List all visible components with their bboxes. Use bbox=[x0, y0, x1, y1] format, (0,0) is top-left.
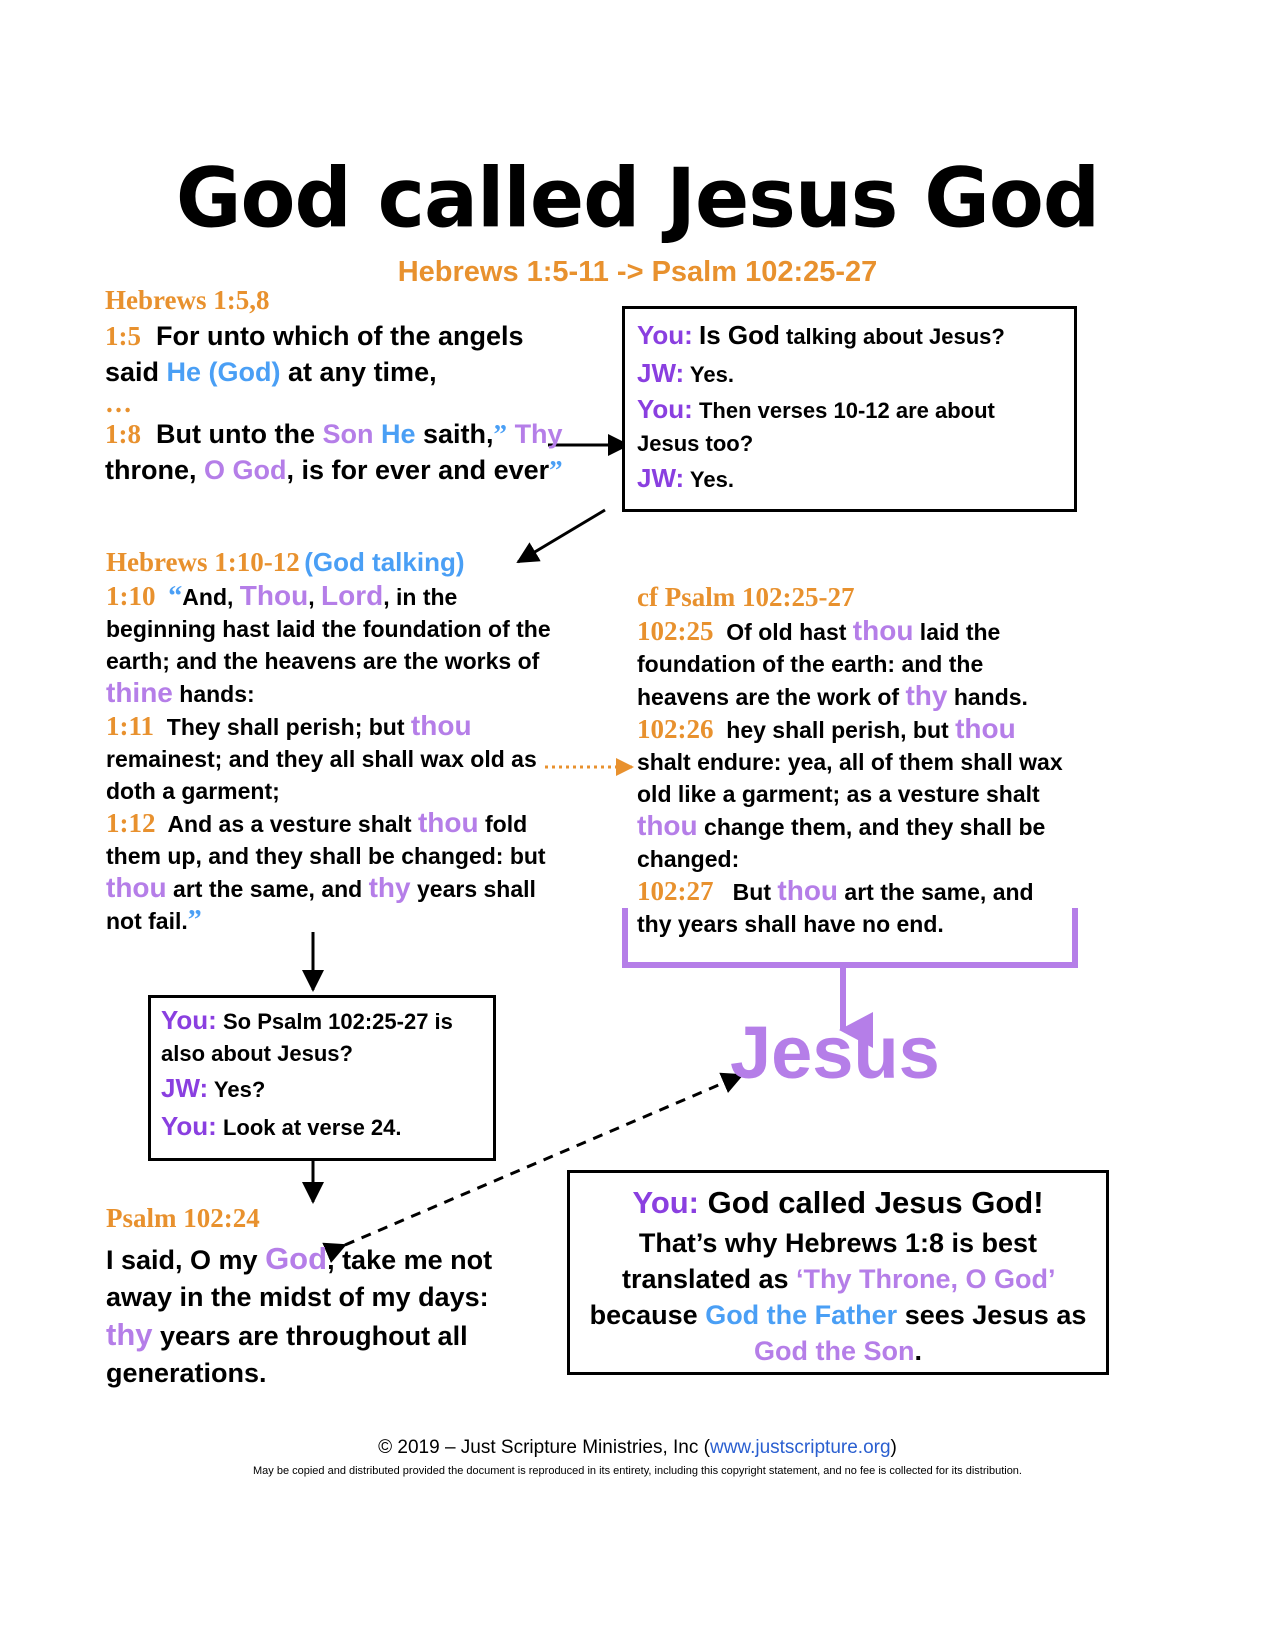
hebrews-1-10-12-section bbox=[106, 547, 566, 937]
psalm-102-24-section bbox=[106, 1203, 526, 1392]
page-title: God called Jesus God bbox=[175, 151, 1100, 246]
verse-102-25: 102:25 Of old hast thou laid the foundation of the earth: and the heavens are the work of thy hands. bbox=[637, 615, 1028, 711]
verse-1-8: 1:8 But unto the Son He saith,” Thy throne, O God, is for ever and ever” bbox=[105, 419, 563, 485]
verse-1-11: 1:11 They shall perish; but thou remainest; and they all shall wax old as doth a garment; bbox=[106, 710, 537, 804]
section-heading: Hebrews 1:5,8 bbox=[105, 285, 270, 315]
verse-102-24: I said, O my God, take me not away in the midst of my days: thy years are throughout all generations. bbox=[106, 1241, 493, 1388]
psalm-102-25-27-section bbox=[637, 582, 1072, 940]
jesus-label: Jesus bbox=[730, 1011, 940, 1094]
verse-1-5: 1:5 For unto which of the angels said He (God) at any time, bbox=[105, 321, 524, 387]
ellipsis: … bbox=[105, 388, 132, 418]
distribution-note: May be copied and distributed provided the document is reproduced in its entirety, including this copyright statement, and no fee is collected for its distribution. bbox=[252, 1465, 1022, 1477]
verse-number: 1:8 bbox=[105, 419, 141, 449]
verse-number: 1:5 bbox=[105, 321, 141, 351]
conclusion-box: You: God called Jesus God! That’s why Hebrews 1:8 is best translated as ‘Thy Throne, O God’ because God the Father sees Jesus as God the Son. bbox=[567, 1170, 1109, 1375]
verse-102-26: 102:26 hey shall perish, but thou shalt endure: yea, all of them shall wax old like a garment; as a vesture shalt thou change them, and they shall be changed: bbox=[637, 713, 1063, 872]
copyright-line: © 2019 – Just Scripture Ministries, Inc (www.justscripture.org) bbox=[378, 1437, 897, 1458]
website-link[interactable]: www.justscripture.org bbox=[709, 1437, 891, 1458]
verse-1-10: 1:10 “And, Thou, Lord, in the beginning hast laid the foundation of the earth; and the heavens are the works of thine hands: bbox=[106, 580, 551, 708]
dialogue-box-2: You: So Psalm 102:25-27 is also about Jesus? JW: Yes? You: Look at verse 24. bbox=[148, 995, 496, 1161]
section-heading: Psalm 102:24 bbox=[106, 1203, 260, 1233]
dialogue-box-1: You: Is God talking about Jesus? JW: Yes. You: Then verses 10-12 are about Jesus too? JW: Yes. bbox=[622, 306, 1077, 512]
section-heading: cf Psalm 102:25-27 bbox=[637, 582, 855, 612]
section-heading: Hebrews 1:10-12 (God talking) bbox=[106, 547, 465, 577]
verse-102-27: 102:27 But thou art the same, and thy years shall have no end. bbox=[637, 875, 1034, 937]
hebrews-1-5-8-section bbox=[105, 285, 565, 488]
page-subtitle: Hebrews 1:5-11 -> Psalm 102:25-27 bbox=[397, 256, 878, 288]
verse-1-12: 1:12 And as a vesture shalt thou fold them up, and they shall be changed: but thou art the same, and thy years shall not fail.” bbox=[106, 807, 546, 936]
